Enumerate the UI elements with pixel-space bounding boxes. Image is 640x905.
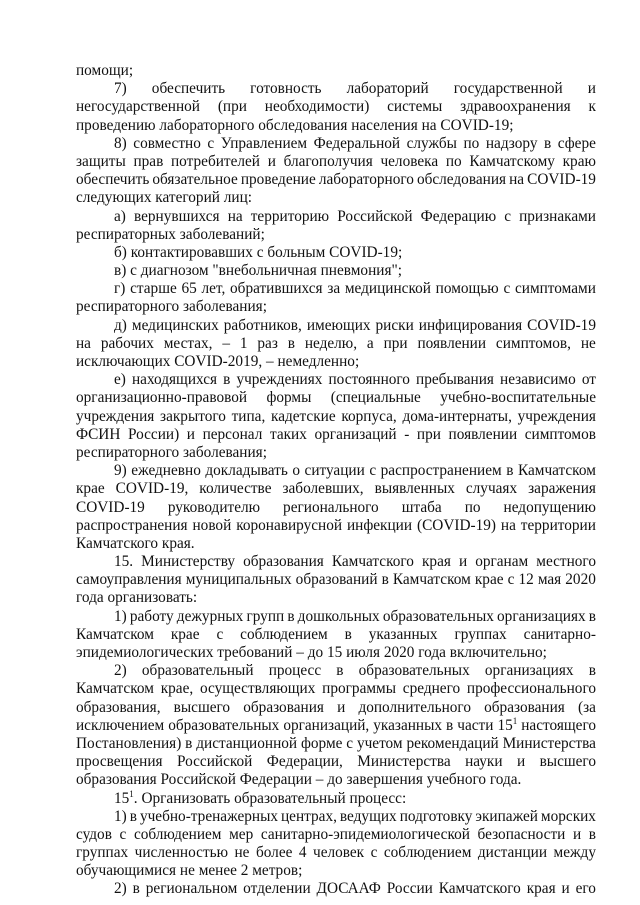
text-line: учреждения закрытого типа, кадетские корпуса, дома-интернаты, учреждения bbox=[76, 407, 596, 425]
text-line: образования, высшего образования и дополнительного образования (за bbox=[76, 698, 596, 716]
text-line: 1) в учебно-тренажерных центрах, ведущих подготовку экипажей морских bbox=[114, 807, 596, 825]
text-line: б) контактировавших с больным COVID-19; bbox=[114, 243, 403, 261]
text-line: респираторного заболевания; bbox=[76, 443, 267, 461]
text-line: образования Российской Федерации – до завершения учебного года. bbox=[76, 771, 522, 789]
body-text bbox=[76, 62, 596, 899]
text-line: Камчатском крае, осуществляющих программы среднего профессионального bbox=[76, 680, 596, 698]
text-line: а) вернувшихся на территорию Российской Федерацию с признаками bbox=[114, 207, 596, 225]
text-line: Камчатском крае с соблюдением в указанных группах санитарно- bbox=[76, 625, 596, 643]
text-line: негосударственной (при необходимости) системы здравоохранения к bbox=[76, 98, 596, 116]
text-line: COVID-19 руководителю регионального штаба по недопущению bbox=[76, 498, 596, 516]
text-line: обеспечить обязательное проведение лабораторного обследования на COVID-19 bbox=[76, 171, 596, 189]
text-line: исключающих COVID-2019, – немедленно; bbox=[76, 353, 360, 370]
text-line: 7) обеспечить готовность лабораторий государственной и bbox=[114, 80, 596, 98]
text-line: респираторных заболеваний; bbox=[76, 225, 265, 243]
text-line: 9) ежедневно докладывать о ситуации с распространением в Камчатском bbox=[114, 462, 596, 480]
text-line: просвещения Российской Федерации, Министерства науки и высшего bbox=[76, 753, 596, 771]
text-line: следующих категорий лиц: bbox=[76, 189, 253, 207]
text-line: на рабочих местах, – 1 раз в неделю, а при появлении симптомов, не bbox=[76, 334, 596, 352]
text-line: эпидемиологических требований – до 15 июля 2020 года включительно; bbox=[76, 644, 547, 661]
text-line: года организовать: bbox=[76, 589, 198, 607]
text-line: е) находящихся в учреждениях постоянного пребывания независимо от bbox=[114, 371, 596, 389]
text-line: 1) работу дежурных групп в дошкольных образовательных организациях в bbox=[114, 607, 596, 625]
text-line: группах численностью не более 4 человек с соблюдением дистанции между bbox=[76, 844, 596, 862]
text-line: судов с соблюдением мер санитарно-эпидемиологической безопасности и в bbox=[76, 825, 596, 843]
text-line: в) с диагнозом "внебольничная пневмония"; bbox=[114, 262, 402, 280]
text-line: г) старше 65 лет, обратившихся за медицинской помощью с симптомами bbox=[114, 280, 596, 298]
text-line: защиты прав потребителей и благополучия человека по Камчатскому краю bbox=[76, 152, 596, 170]
text-line: респираторного заболевания; bbox=[76, 298, 267, 316]
text-line: распространения новой коронавирусной инфекции (COVID-19) на территории bbox=[76, 516, 596, 534]
text-line: 2) образовательный процесс в образовательных организациях в bbox=[114, 662, 596, 680]
text-line: проведению лабораторного обследования населения на COVID-19; bbox=[76, 116, 514, 134]
text-line: исключением образовательных организаций, указанных в части $15^1$ настоящего bbox=[76, 715, 596, 734]
text-line: помощи; bbox=[76, 62, 134, 79]
text-line: 15. Министерству образования Камчатского края и органам местного bbox=[114, 553, 596, 571]
text-line: 8) совместно с Управлением Федеральной службы по надзору в сфере bbox=[114, 134, 596, 152]
text-line: $15^1$. Организовать образовательный процесс: bbox=[114, 788, 407, 807]
text-line: крае COVID-19, количестве заболевших, выявленных случаях заражения bbox=[76, 480, 596, 498]
text-line: организационно-правовой формы (специальные учебно-воспитательные bbox=[76, 389, 596, 407]
text-line: Камчатского края. bbox=[76, 534, 195, 552]
text-line: самоуправления муниципальных образований в Камчатском крае с 12 мая 2020 bbox=[76, 571, 596, 589]
text-line: обучающимися не менее 2 метров; bbox=[76, 862, 303, 880]
text-line: д) медицинских работников, имеющих риски инфицирования COVID-19 bbox=[114, 316, 596, 334]
text-line: Постановления) в дистанционной форме с учетом рекомендаций Министерства bbox=[76, 734, 596, 752]
text-line: ФСИН России) и персонал таких организаций - при появлении симптомов bbox=[76, 425, 596, 443]
text-line: 2) в региональном отделении ДОСААФ России Камчатского края и его bbox=[114, 880, 596, 898]
